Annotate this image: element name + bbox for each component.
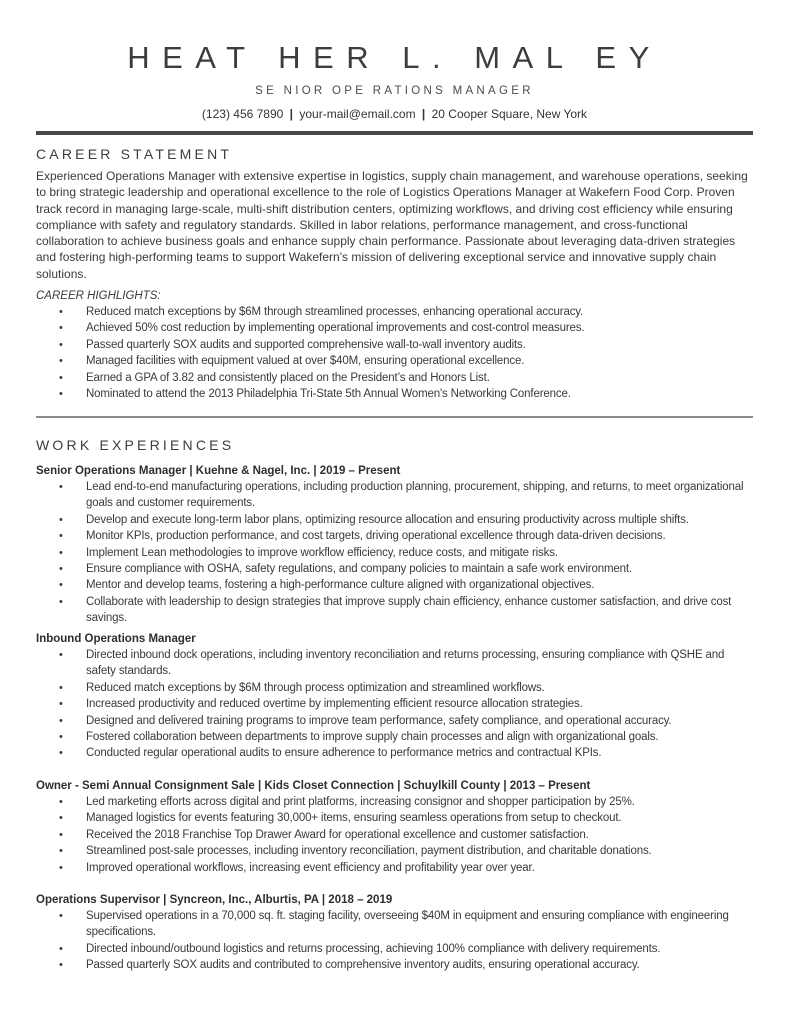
list-item [36, 794, 753, 810]
bullet-icon: • [59, 910, 63, 922]
job-bullets [36, 908, 753, 974]
email: your-mail@email.com [299, 107, 416, 121]
list-item [36, 729, 753, 745]
list-item [36, 957, 753, 973]
list-item-text: Directed inbound/outbound logistics and returns processing, achieving 100% compliance with delivery requirements. [86, 942, 661, 955]
list-item [36, 304, 753, 320]
bullet-icon: • [59, 861, 63, 874]
bullet-icon: • [59, 563, 63, 576]
bullet-icon: • [59, 388, 63, 401]
job-bullets [36, 794, 753, 876]
list-item [36, 370, 753, 386]
list-item [36, 860, 753, 876]
list-item-text: Achieved 50% cost reduction by implementing operational improvements and cost-control measures. [86, 322, 585, 335]
section-heading-career: CAREER STATEMENT [36, 146, 233, 162]
list-item [36, 479, 753, 512]
bullet-icon: • [59, 681, 63, 694]
list-item-text: Streamlined post-sale processes, including inventory reconciliation, payment distribution, and charitable donations. [86, 845, 652, 858]
list-item-text: Monitor KPIs, production performance, and cost targets, driving operational excellence through data-driven decisions. [86, 530, 666, 543]
separator: | [421, 107, 426, 121]
list-item-text: Implement Lean methodologies to improve workflow efficiency, reduce costs, and mitigate risks. [86, 546, 558, 559]
section-heading-work: WORK EXPERIENCES [36, 437, 235, 453]
list-item [36, 941, 753, 957]
list-item [36, 386, 753, 402]
list-item-text: Passed quarterly SOX audits and contributed to comprehensive inventory audits, ensuring operational accuracy. [86, 959, 640, 972]
list-item-text: Mentor and develop teams, fostering a high-performance culture aligned with organizational objectives. [86, 579, 595, 592]
list-item [36, 713, 753, 729]
list-item [36, 353, 753, 369]
bullet-icon: • [59, 481, 63, 493]
career-highlights-label: CAREER HIGHLIGHTS: [36, 290, 161, 302]
list-item-text: Improved operational workflows, increasing event efficiency and profitability year over year. [86, 861, 535, 874]
list-item [36, 594, 753, 627]
list-item-text: Lead end-to-end manufacturing operations, including production planning, procurement, shipping, and returns, to meet organizational goals and customer requirements. [86, 481, 744, 510]
career-highlights-list [36, 304, 753, 402]
list-item-text: Managed facilities with equipment valued at over $40M, ensuring operational excellence. [86, 355, 525, 368]
bullet-icon: • [59, 845, 63, 858]
list-item-text: Managed logistics for events featuring 30,000+ items, ensuring seamless operations from setup to checkout. [86, 812, 622, 825]
bullet-icon: • [59, 796, 63, 808]
bullet-icon: • [59, 828, 63, 841]
bullet-icon: • [59, 513, 63, 526]
job-bullets [36, 647, 753, 762]
bullet-icon: • [59, 812, 63, 825]
list-item-text: Develop and execute long-term labor plans, optimizing resource allocation and ensuring productivity across multiple shifts. [86, 513, 689, 526]
bullet-icon: • [59, 698, 63, 711]
list-item [36, 647, 753, 680]
contact-line [36, 106, 753, 122]
bullet-icon: • [59, 649, 63, 661]
list-item-text: Led marketing efforts across digital and print platforms, increasing consignor and shopper participation by 25%. [86, 796, 635, 808]
job-bullets [36, 479, 753, 627]
job-title: Owner - Semi Annual Consignment Sale | Kids Closet Connection | Schuylkill County | 2013 – Present [36, 780, 591, 792]
bullet-icon: • [59, 747, 63, 760]
list-item-text: Ensure compliance with OSHA, safety regulations, and company policies to maintain a safe work environment. [86, 563, 632, 576]
bullet-icon: • [59, 942, 63, 955]
list-item [36, 696, 753, 712]
career-statement: Experienced Operations Manager with extensive expertise in logistics, supply chain management, and warehouse operations, seeking to bring strategic leadership and operational excellence to the role of Logistics Operations Manager at Wakefern Food Corp. Proven track record in managing large-scale, multi-shift distribution centers, optimizing workflows, and driving cost efficiency while ensuring compliance with safety and regulatory standards. Skilled in labor relations, performance management, and cross-functional collaboration to achieve business goals and enhance supply chain performance. Passionate about leveraging data-driven strategies and fostering high-performing teams to support Wakefern's mission of delivering exceptional service and innovative supply chain solutions. [36, 169, 748, 281]
list-item [36, 745, 753, 761]
bullet-icon: • [59, 355, 63, 368]
list-item-text: Earned a GPA of 3.82 and consistently placed on the President’s and Honors List. [86, 371, 490, 384]
list-item-text: Nominated to attend the 2013 Philadelphia Tri-State 5th Annual Women's Networking Conference. [86, 388, 571, 401]
phone: (123) 456 7890 [201, 107, 284, 121]
list-item-text: Reduced match exceptions by $6M through streamlined processes, enhancing operational accuracy. [86, 306, 584, 318]
bullet-icon: • [59, 579, 63, 592]
bullet-icon: • [59, 546, 63, 559]
list-item [36, 512, 753, 528]
job-title: Operations Supervisor | Syncreon, Inc., Alburtis, PA | 2018 – 2019 [36, 894, 393, 906]
list-item [36, 843, 753, 859]
list-item [36, 908, 753, 941]
list-item [36, 561, 753, 577]
list-item [36, 320, 753, 336]
bullet-icon: • [59, 322, 63, 335]
job-title: Senior Operations Manager | Kuehne & Nagel, Inc. | 2019 – Present [36, 465, 401, 477]
list-item [36, 528, 753, 544]
candidate-name: HEAT HER L. MAL EY [127, 40, 662, 75]
list-item-text: Designed and delivered training programs to improve team performance, safety compliance, and operational accuracy. [86, 714, 672, 727]
bullet-icon: • [59, 338, 63, 351]
bullet-icon: • [59, 959, 63, 972]
list-item [36, 545, 753, 561]
list-item-text: Increased productivity and reduced overtime by implementing efficient resource allocation strategies. [86, 698, 583, 711]
address: 20 Cooper Square, New York [431, 107, 588, 121]
list-item-text: Received the 2018 Franchise Top Drawer Award for operational excellence and customer satisfaction. [86, 828, 589, 841]
bullet-icon: • [59, 530, 63, 543]
bullet-icon: • [59, 731, 63, 744]
list-item [36, 827, 753, 843]
section-divider [36, 416, 753, 418]
list-item [36, 680, 753, 696]
list-item-text: Supervised operations in a 70,000 sq. ft. staging facility, overseeing $40M in equipment and ensuring compliance with engineering specifications. [86, 910, 729, 939]
list-item-text: Directed inbound dock operations, including inventory reconciliation and returns processing, ensuring compliance with QSHE and safety standards. [86, 649, 725, 678]
bullet-icon: • [59, 714, 63, 727]
list-item [36, 337, 753, 353]
list-item-text: Collaborate with leadership to design strategies that improve supply chain efficiency, enhance customer satisfaction, and drive cost savings. [86, 595, 732, 625]
job-title: Inbound Operations Manager [36, 633, 196, 645]
bullet-icon: • [59, 371, 63, 384]
list-item-text: Fostered collaboration between departments to improve supply chain processes and align with organizational goals. [86, 731, 659, 744]
list-item [36, 810, 753, 826]
list-item-text: Conducted regular operational audits to ensure adherence to performance metrics and contractual KPIs. [86, 747, 602, 760]
list-item-text: Passed quarterly SOX audits and supported comprehensive wall-to-wall inventory audits. [86, 338, 526, 351]
separator: | [289, 107, 294, 121]
bullet-icon: • [59, 306, 63, 318]
header-divider [36, 131, 753, 135]
list-item [36, 577, 753, 593]
candidate-title: SE NIOR OPE RATIONS MANAGER [255, 85, 534, 97]
bullet-icon: • [59, 595, 63, 608]
list-item-text: Reduced match exceptions by $6M through process optimization and streamlined workflows. [86, 681, 545, 694]
